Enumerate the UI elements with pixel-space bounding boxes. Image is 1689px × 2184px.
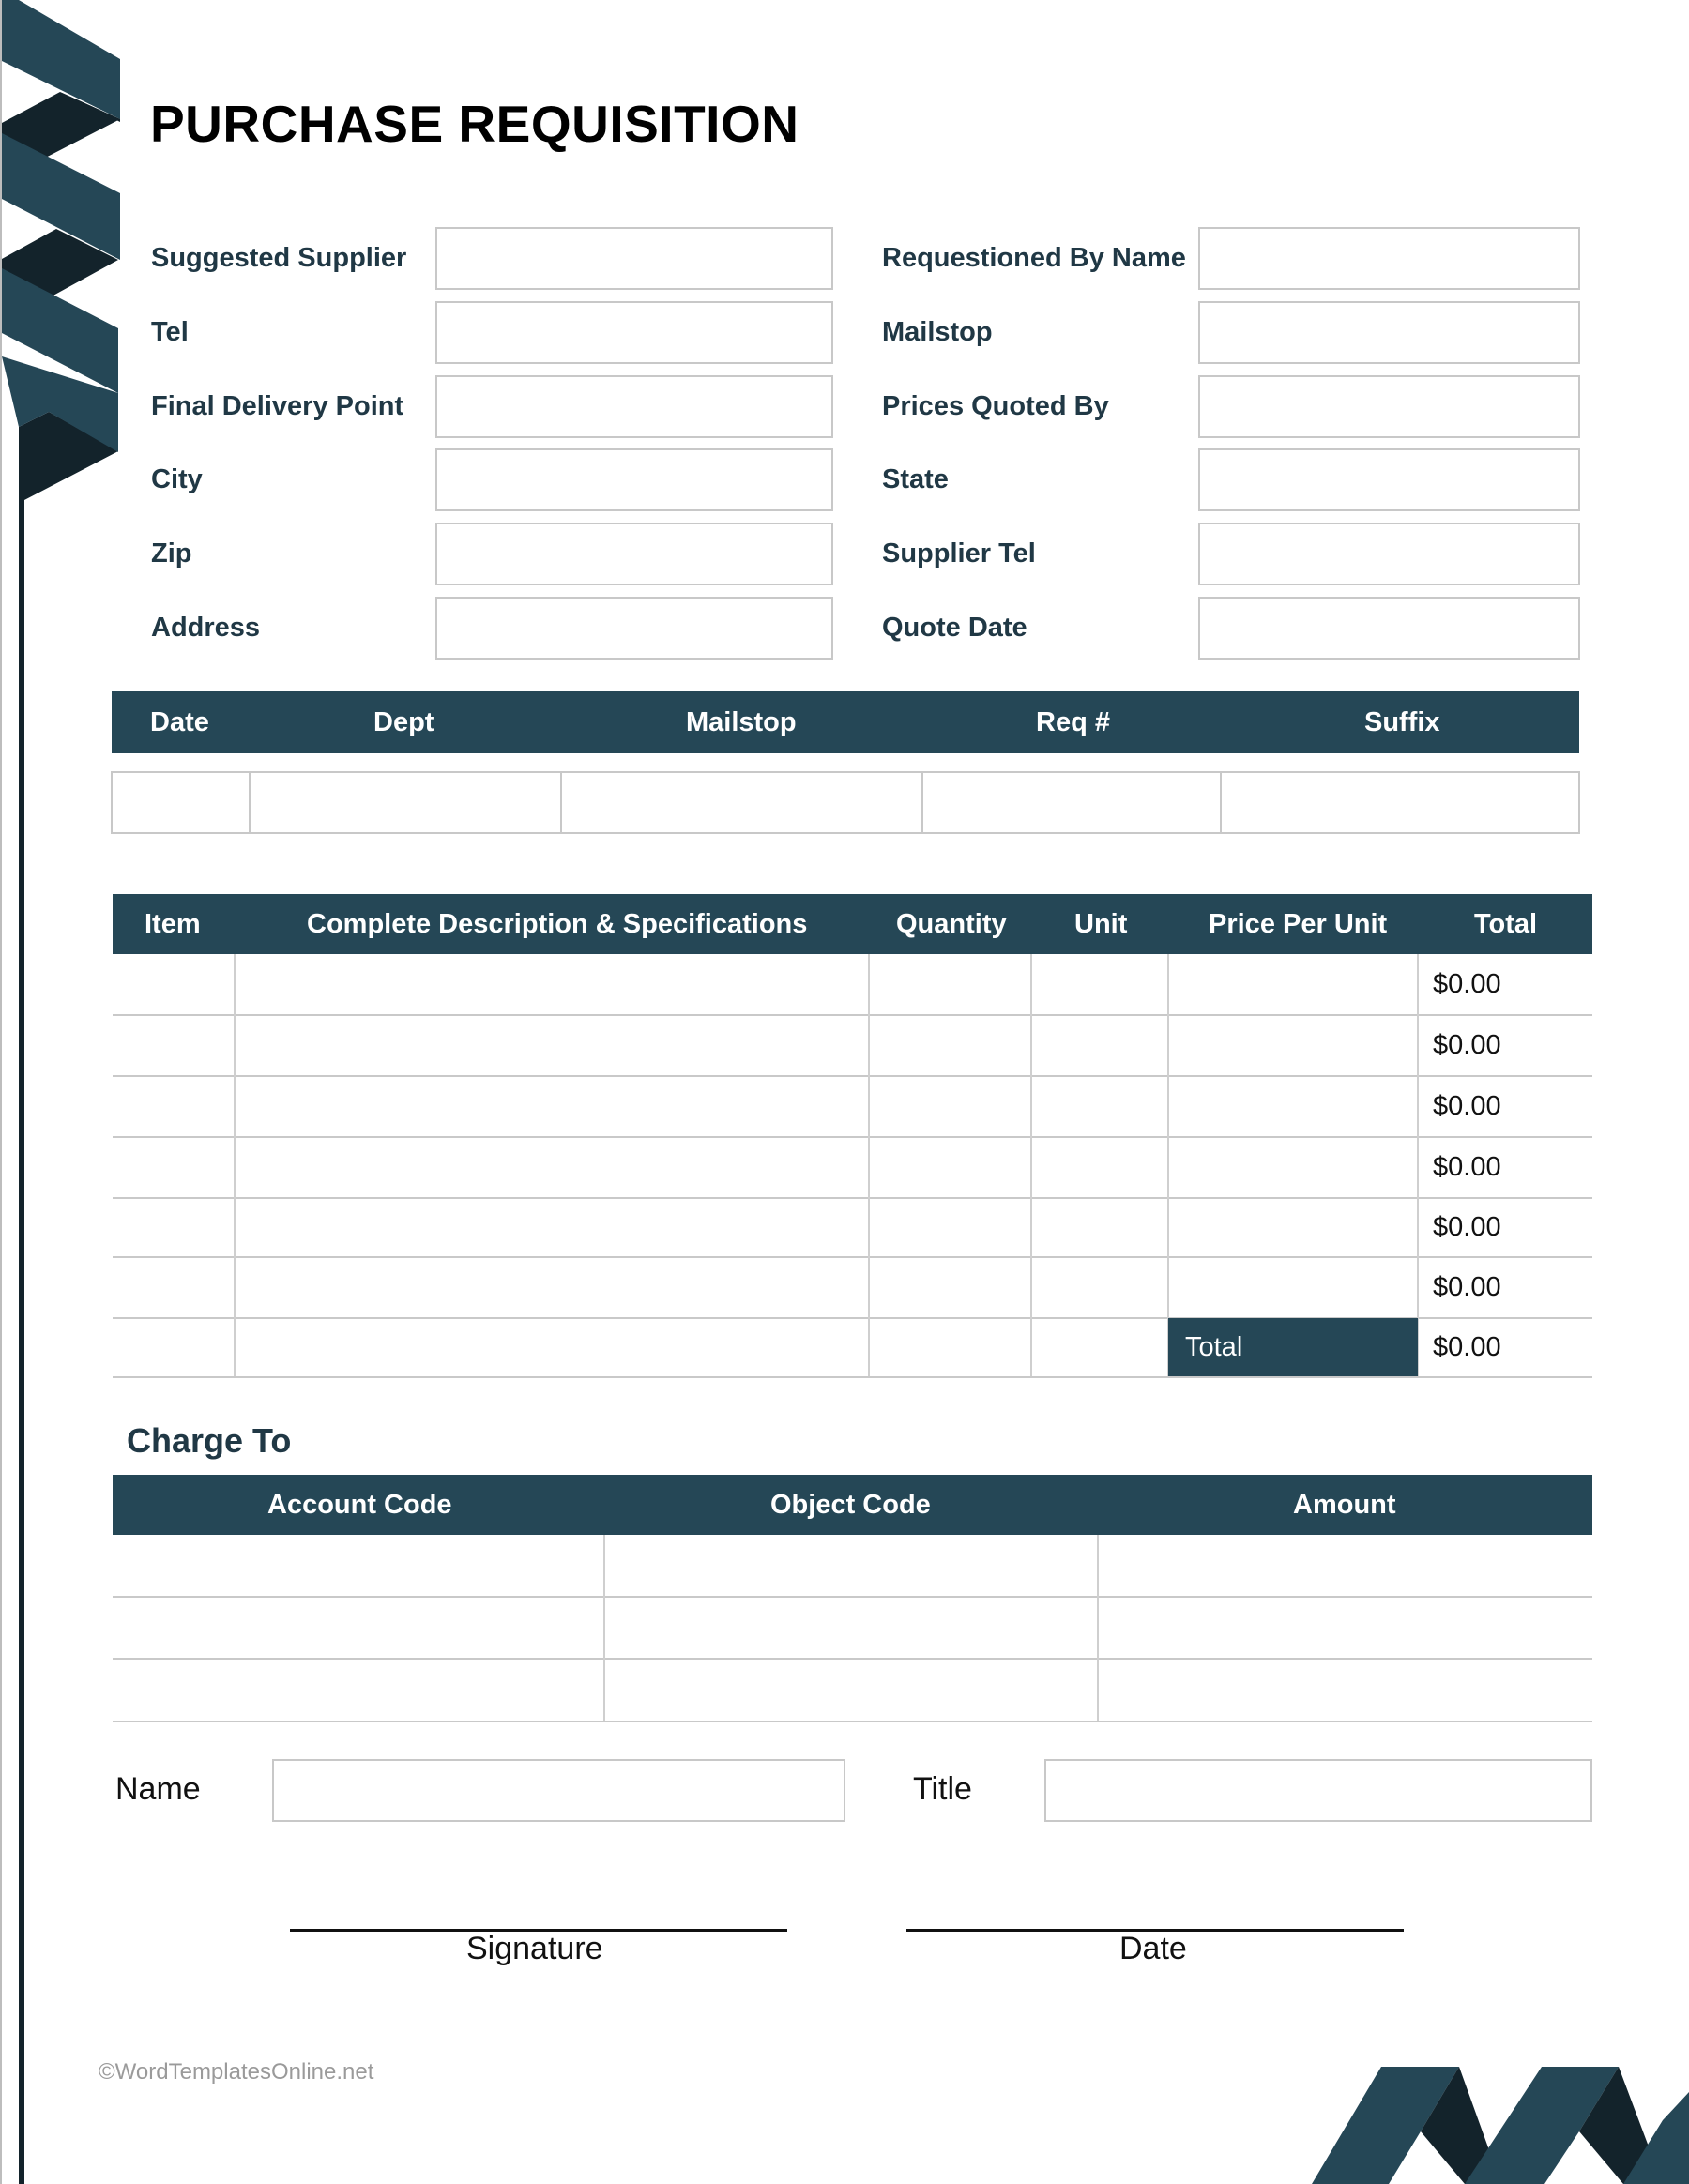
- prices-quoted-by-field[interactable]: [1198, 375, 1580, 438]
- zip-label: Zip: [151, 538, 192, 569]
- charge-to-title: Charge To: [127, 1421, 292, 1460]
- header-total: Total: [1474, 909, 1538, 939]
- document-title: PURCHASE REQUISITION: [150, 95, 799, 153]
- header-suffix: Suffix: [1364, 707, 1440, 737]
- address-label: Address: [151, 613, 261, 643]
- header-date: Date: [150, 707, 209, 737]
- city-label: City: [151, 464, 203, 494]
- header-amount: Amount: [1293, 1490, 1396, 1520]
- title-label: Title: [913, 1771, 972, 1807]
- mailstop-field[interactable]: [1198, 301, 1580, 364]
- tel-label: Tel: [151, 317, 189, 347]
- city-field[interactable]: [435, 448, 833, 511]
- charge-to-header: [113, 1475, 1592, 1535]
- items-table-header: [113, 894, 1592, 954]
- state-field[interactable]: [1198, 448, 1580, 511]
- mailstop-cell[interactable]: [560, 771, 923, 834]
- header-object-code: Object Code: [770, 1490, 931, 1520]
- request-table-header: [112, 691, 1579, 753]
- title-field[interactable]: [1044, 1759, 1592, 1822]
- header-price-per-unit: Price Per Unit: [1209, 909, 1388, 939]
- prices-quoted-by-label: Prices Quoted By: [882, 391, 1109, 421]
- row-1-total: $0.00: [1433, 969, 1501, 999]
- row-2-total: $0.00: [1433, 1030, 1501, 1060]
- req-number-cell[interactable]: [921, 771, 1222, 834]
- grand-total-label: Total: [1168, 1318, 1418, 1376]
- left-ribbon-decoration: [0, 0, 131, 2184]
- suggested-supplier-field[interactable]: [435, 227, 833, 290]
- suggested-supplier-label: Suggested Supplier: [151, 243, 407, 273]
- row-4-total: $0.00: [1433, 1152, 1501, 1182]
- bottom-ribbon-decoration: [1295, 2064, 1689, 2184]
- date-cell[interactable]: [111, 771, 251, 834]
- supplier-tel-field[interactable]: [1198, 523, 1580, 585]
- zip-field[interactable]: [435, 523, 833, 585]
- row-6-total: $0.00: [1433, 1272, 1501, 1302]
- header-mailstop: Mailstop: [686, 707, 797, 737]
- requestioned-by-name-field[interactable]: [1198, 227, 1580, 290]
- header-item: Item: [145, 909, 201, 939]
- requestioned-by-name-label: Requestioned By Name: [882, 243, 1186, 273]
- mailstop-label: Mailstop: [882, 317, 993, 347]
- signature-label: Signature: [466, 1931, 603, 1966]
- header-dept: Dept: [373, 707, 434, 737]
- state-label: State: [882, 464, 949, 494]
- quote-date-label: Quote Date: [882, 613, 1027, 643]
- header-description: Complete Description & Specifications: [307, 909, 808, 939]
- name-field[interactable]: [272, 1759, 845, 1822]
- final-delivery-point-field[interactable]: [435, 375, 833, 438]
- copyright-footer: ©WordTemplatesOnline.net: [99, 2059, 374, 2085]
- quote-date-field[interactable]: [1198, 597, 1580, 660]
- header-account-code: Account Code: [267, 1490, 452, 1520]
- supplier-tel-label: Supplier Tel: [882, 538, 1036, 569]
- header-unit: Unit: [1074, 909, 1128, 939]
- row-3-total: $0.00: [1433, 1091, 1501, 1121]
- dept-cell[interactable]: [249, 771, 562, 834]
- header-req-number: Req #: [1036, 707, 1110, 737]
- suffix-cell[interactable]: [1220, 771, 1580, 834]
- tel-field[interactable]: [435, 301, 833, 364]
- final-delivery-point-label: Final Delivery Point: [151, 391, 404, 421]
- date-label: Date: [1119, 1931, 1187, 1966]
- name-label: Name: [115, 1771, 201, 1807]
- address-field[interactable]: [435, 597, 833, 660]
- grand-total-value: $0.00: [1433, 1332, 1501, 1362]
- row-5-total: $0.00: [1433, 1212, 1501, 1242]
- header-quantity: Quantity: [896, 909, 1007, 939]
